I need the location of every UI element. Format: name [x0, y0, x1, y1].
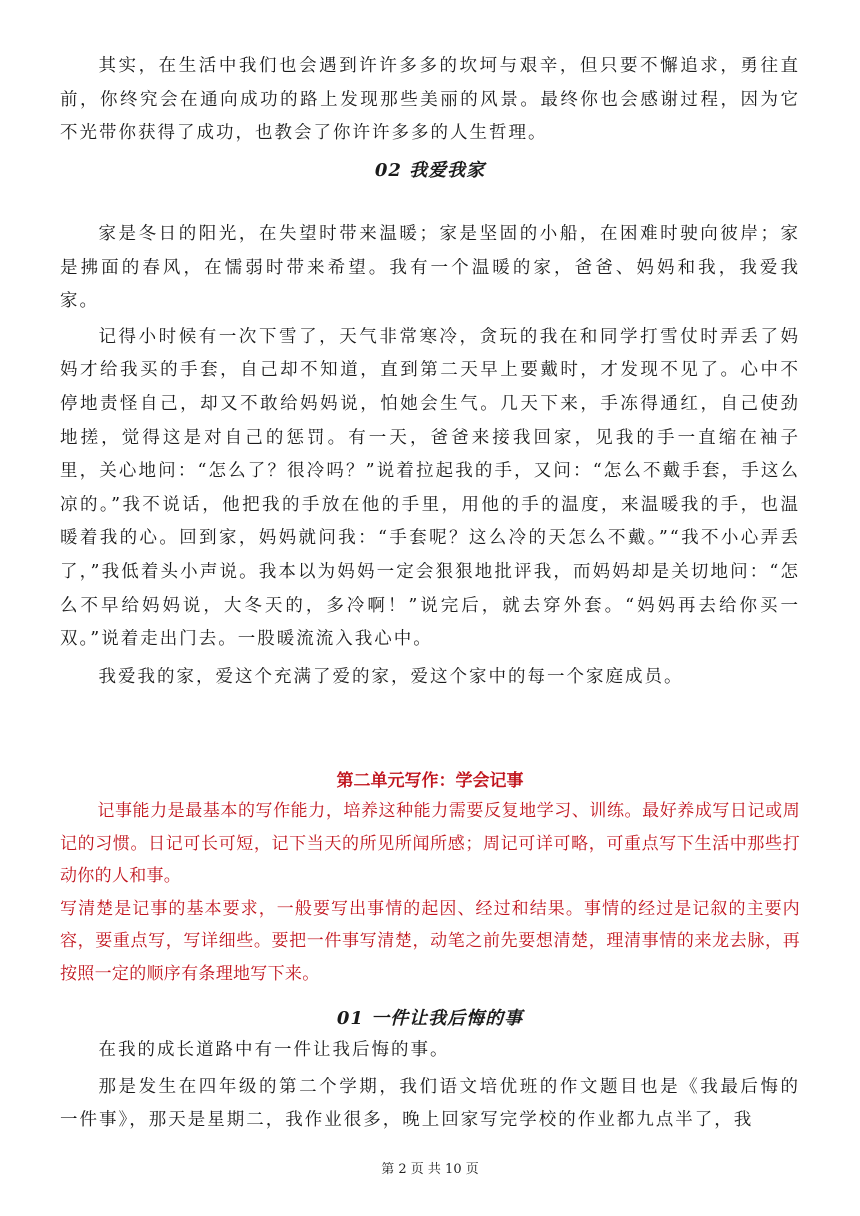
paragraph-regret-1: 在我的成长道路中有一件让我后悔的事。: [98, 1040, 450, 1060]
essay-success-block: [60, 50, 800, 151]
unit-guidance-block: [60, 795, 800, 990]
unit-title: 第二单元写作：学会记事: [336, 771, 524, 791]
paragraph-home-1: 家是冬日的阳光，在失望时带来温暖；家是坚固的小船，在困难时驶向彼岸；家是拂面的春风，在懦弱时带来希望。我有一个温暖的家，爸爸、妈妈和我，我爱我家。: [60, 224, 800, 312]
paragraph-regret-2: 那是发生在四年级的第二个学期，我们语文培优班的作文题目也是《我最后悔的一件事》，那天是星期二，我作业很多，晚上回家写完学校的作业都九点半了，我: [60, 1076, 800, 1131]
page-footer: 第 2 页 共 10 页: [381, 1162, 479, 1177]
unit-paragraph-2: 写清楚是记事的基本要求，一般要写出事情的起因、经过和结果。事情的经过是记叙的主要内容，要重点写，写详细些。要把一件事写清楚，动笔之前先要想清楚，理清事情的来龙去脉，再按照一定的顺序有条理地写下来。: [60, 898, 800, 984]
unit-paragraph-1: 记事能力是最基本的写作能力，培养这种能力需要反复地学习、训练。最好养成写日记或周记的习惯。日记可长可短，记下当天的所见所闻所感；周记可详可略，可重点写下生活中那些打动你的人和事。: [60, 801, 800, 886]
essay-regret-block: [60, 1034, 800, 1138]
paragraph-home-3: 我爱我的家，爱这个充满了爱的家，爱这个家中的每一个家庭成员。: [98, 666, 684, 687]
paragraph-success: 其实，在生活中我们也会遇到许许多多的坎坷与艰辛，但只要不懈追求，勇往直前，你终究会在通向成功的路上发现那些美丽的风景。最终你也会感谢过程，因为它不光带你获得了成功，也教会了你许许多多的人生哲理。: [60, 56, 800, 144]
paragraph-home-2: 记得小时候有一次下雪了，天气非常寒冷，贪玩的我在和同学打雪仗时弄丢了妈妈才给我买的手套，自己却不知道，直到第二天早上要戴时，才发现不见了。心中不停地责怪自己，却又不敢给妈妈说，怕她会生气。几天下来，手冻得通红，自己使劲地搓，觉得这是对自己的惩罚。有一天，爸爸来接我回家，见我的手一直缩在袖子里，关心地问：“怎么了？很冷吗？”说着拉起我的手，又问：“怎么不戴手套，手这么凉的。”我不说话，他把我的手放在他的手里，用他的手的温度，来温暖我的手，也温暖着我的心。回到家，妈妈就问我：“手套呢？这么冷的天怎么不戴。”“我不小心弄丢了，”我低着头小声说。我本以为妈妈一定会狠狠地批评我，而妈妈却是关切地问：“怎么不早给妈妈说，大冬天的，多冷啊！”说完后，就去穿外套。“妈妈再去给你买一双。”说着走出门去。一股暖流流入我心中。: [60, 326, 800, 650]
section-title-01: 01 一件让我后悔的事: [336, 1008, 524, 1029]
essay-home-block: [60, 218, 800, 694]
section-title-02: 02 我爱我家: [374, 160, 486, 181]
